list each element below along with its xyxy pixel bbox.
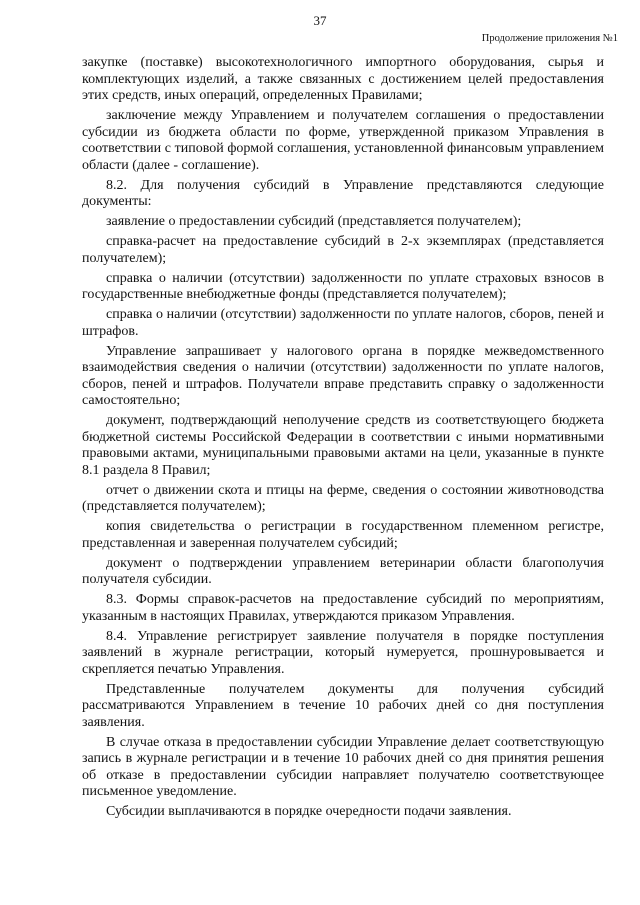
paragraph: 8.4. Управление регистрирует заявление получателя в порядке поступления заявлений в журнале регистрации, который нумеруется, прошнуровывается и скрепляется печатью Управления.	[82, 628, 604, 677]
paragraph: закупке (поставке) высокотехнологичного импортного оборудования, сырья и комплектующих изделий, а также связанных с достижением целей предоставления этих средств, иных операций, определенных Правилами;	[82, 55, 604, 103]
paragraph: Субсидии выплачиваются в порядке очередности подачи заявления.	[106, 804, 512, 819]
paragraph: документ о подтверждении управлением ветеринарии области благополучия получателя субсидии.	[82, 555, 604, 587]
body-text	[82, 55, 604, 824]
paragraph: справка-расчет на предоставление субсидий в 2-х экземплярах (представляется получателем);	[82, 234, 604, 266]
paragraph: документ, подтверждающий неполучение средств из соответствующего бюджета бюджетной системы Российской Федерации в соответствии с иными нормативными правовыми актами, муниципальными правовыми актами на цели, указанные в пункте 8.1 раздела 8 Правил;	[82, 413, 604, 478]
paragraph: отчет о движении скота и птицы на ферме, сведения о состоянии животноводства (представляется получателем);	[82, 482, 604, 514]
paragraph: заключение между Управлением и получателем соглашения о предоставлении субсидии из бюджета области по форме, утвержденной приказом Управления в соответствии с типовой формой соглашения, установленной финансовым управлением области (далее - соглашение).	[82, 108, 604, 173]
paragraph: справка о наличии (отсутствии) задолженности по уплате налогов, сборов, пеней и штрафов.	[82, 307, 604, 339]
paragraph: 8.3. Формы справок-расчетов на предоставление субсидий по мероприятиям, указанным в настоящих Правилах, утверждаются приказом Управления.	[82, 592, 604, 624]
paragraph: копия свидетельства о регистрации в государственном племенном регистре, представленная и заверенная получателем субсидий;	[82, 519, 604, 551]
paragraph: Представленные получателем документы для получения субсидий рассматриваются Управлением в течение 10 рабочих дней со дня поступления заявления.	[82, 681, 604, 730]
paragraph: В случае отказа в предоставлении субсидии Управление делает соответствующую запись в журнале регистрации и в течение 10 рабочих дней со дня принятия решения об отказе в предоставлении субсидии направляет получателю соответствующее письменное уведомление.	[82, 734, 604, 799]
paragraph: Управление запрашивает у налогового органа в порядке межведомственного взаимодействия сведения о наличии (отсутствии) задолженности по уплате налогов, сборов, пеней и штрафов. Получатели вправе представить справку о задолженности самостоятельно;	[82, 343, 604, 408]
paragraph: заявление о предоставлении субсидий (представляется получателем);	[106, 214, 522, 229]
paragraph: 8.2. Для получения субсидий в Управление представляются следующие документы:	[82, 177, 604, 209]
running-header: Продолжение приложения №1	[481, 33, 618, 44]
paragraph: справка о наличии (отсутствии) задолженности по уплате страховых взносов в государственные внебюджетные фонды (представляется получателем);	[82, 270, 604, 302]
page-number: 37	[313, 13, 327, 28]
